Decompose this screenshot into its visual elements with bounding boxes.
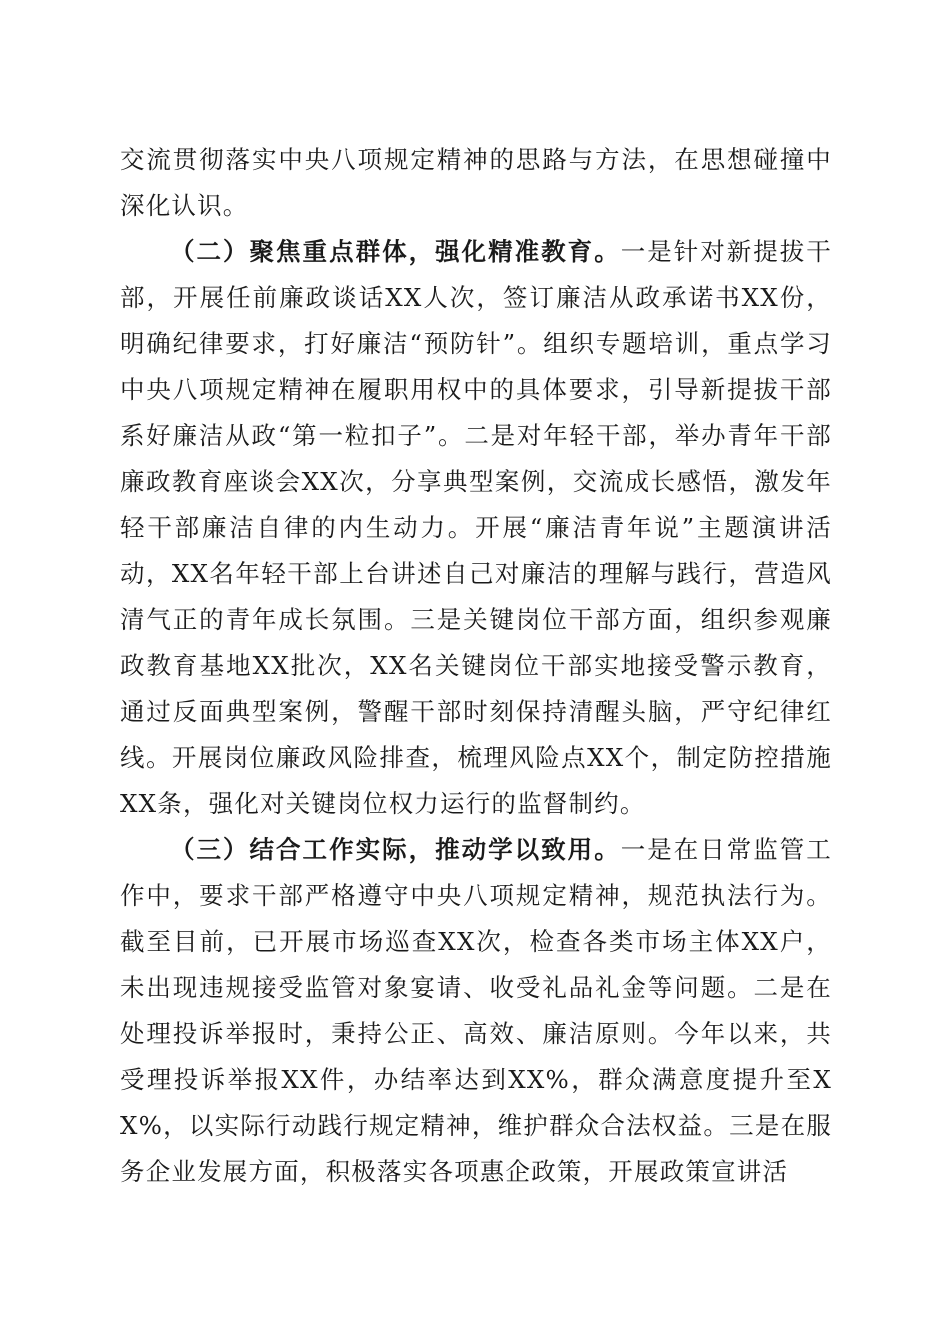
paragraph-text: 一是在日常监管工作中，要求干部严格遵守中央八项规定精神，规范执法行为。截至目前，已开展市场巡查XX次，检查各类市场主体XX户，未出现违规接受监管对象宴请、收受礼品礼金等问题。二是在处理投诉举报时，秉持公正、高效、廉洁原则。今年以来，共受理投诉举报XX件，办结率达到XX%，群众满意度提升至XX%，以实际行动践行规定精神，维护群众合法权益。三是在服务企业发展方面，积极落实各项惠企政策，开展政策宣讲活 — [120, 835, 832, 1186]
section-heading: （二）聚焦重点群体，强化精准教育。 — [170, 237, 621, 266]
document-page — [120, 137, 832, 1195]
paragraph-text: 一是针对新提拔干部，开展任前廉政谈话XX人次，签订廉洁从政承诺书XX份，明确纪律要求，打好廉洁“预防针”。组织专题培训，重点学习中央八项规定精神在履职用权中的具体要求，引导新提拔干部系好廉洁从政“第一粒扣子”。二是对年轻干部，举办青年干部廉政教育座谈会XX次，分享典型案例，交流成长感悟，激发年轻干部廉洁自律的内生动力。开展“廉洁青年说”主题演讲活动，XX名年轻干部上台讲述自己对廉洁的理解与践行，营造风清气正的青年成长氛围。三是关键岗位干部方面，组织参观廉政教育基地XX批次，XX名关键岗位干部实地接受警示教育，通过反面典型案例，警醒干部时刻保持清醒头脑，严守纪律红线。开展岗位廉政风险排查，梳理风险点XX个，制定防控措施XX条，强化对关键岗位权力运行的监督制约。 — [120, 237, 832, 818]
paragraph-section-3 — [120, 827, 832, 1195]
paragraph-continuation — [120, 137, 832, 229]
paragraph-text: 交流贯彻落实中央八项规定精神的思路与方法，在思想碰撞中深化认识。 — [120, 145, 832, 220]
paragraph-section-2 — [120, 229, 832, 827]
section-heading: （三）结合工作实际，推动学以致用。 — [170, 835, 621, 864]
